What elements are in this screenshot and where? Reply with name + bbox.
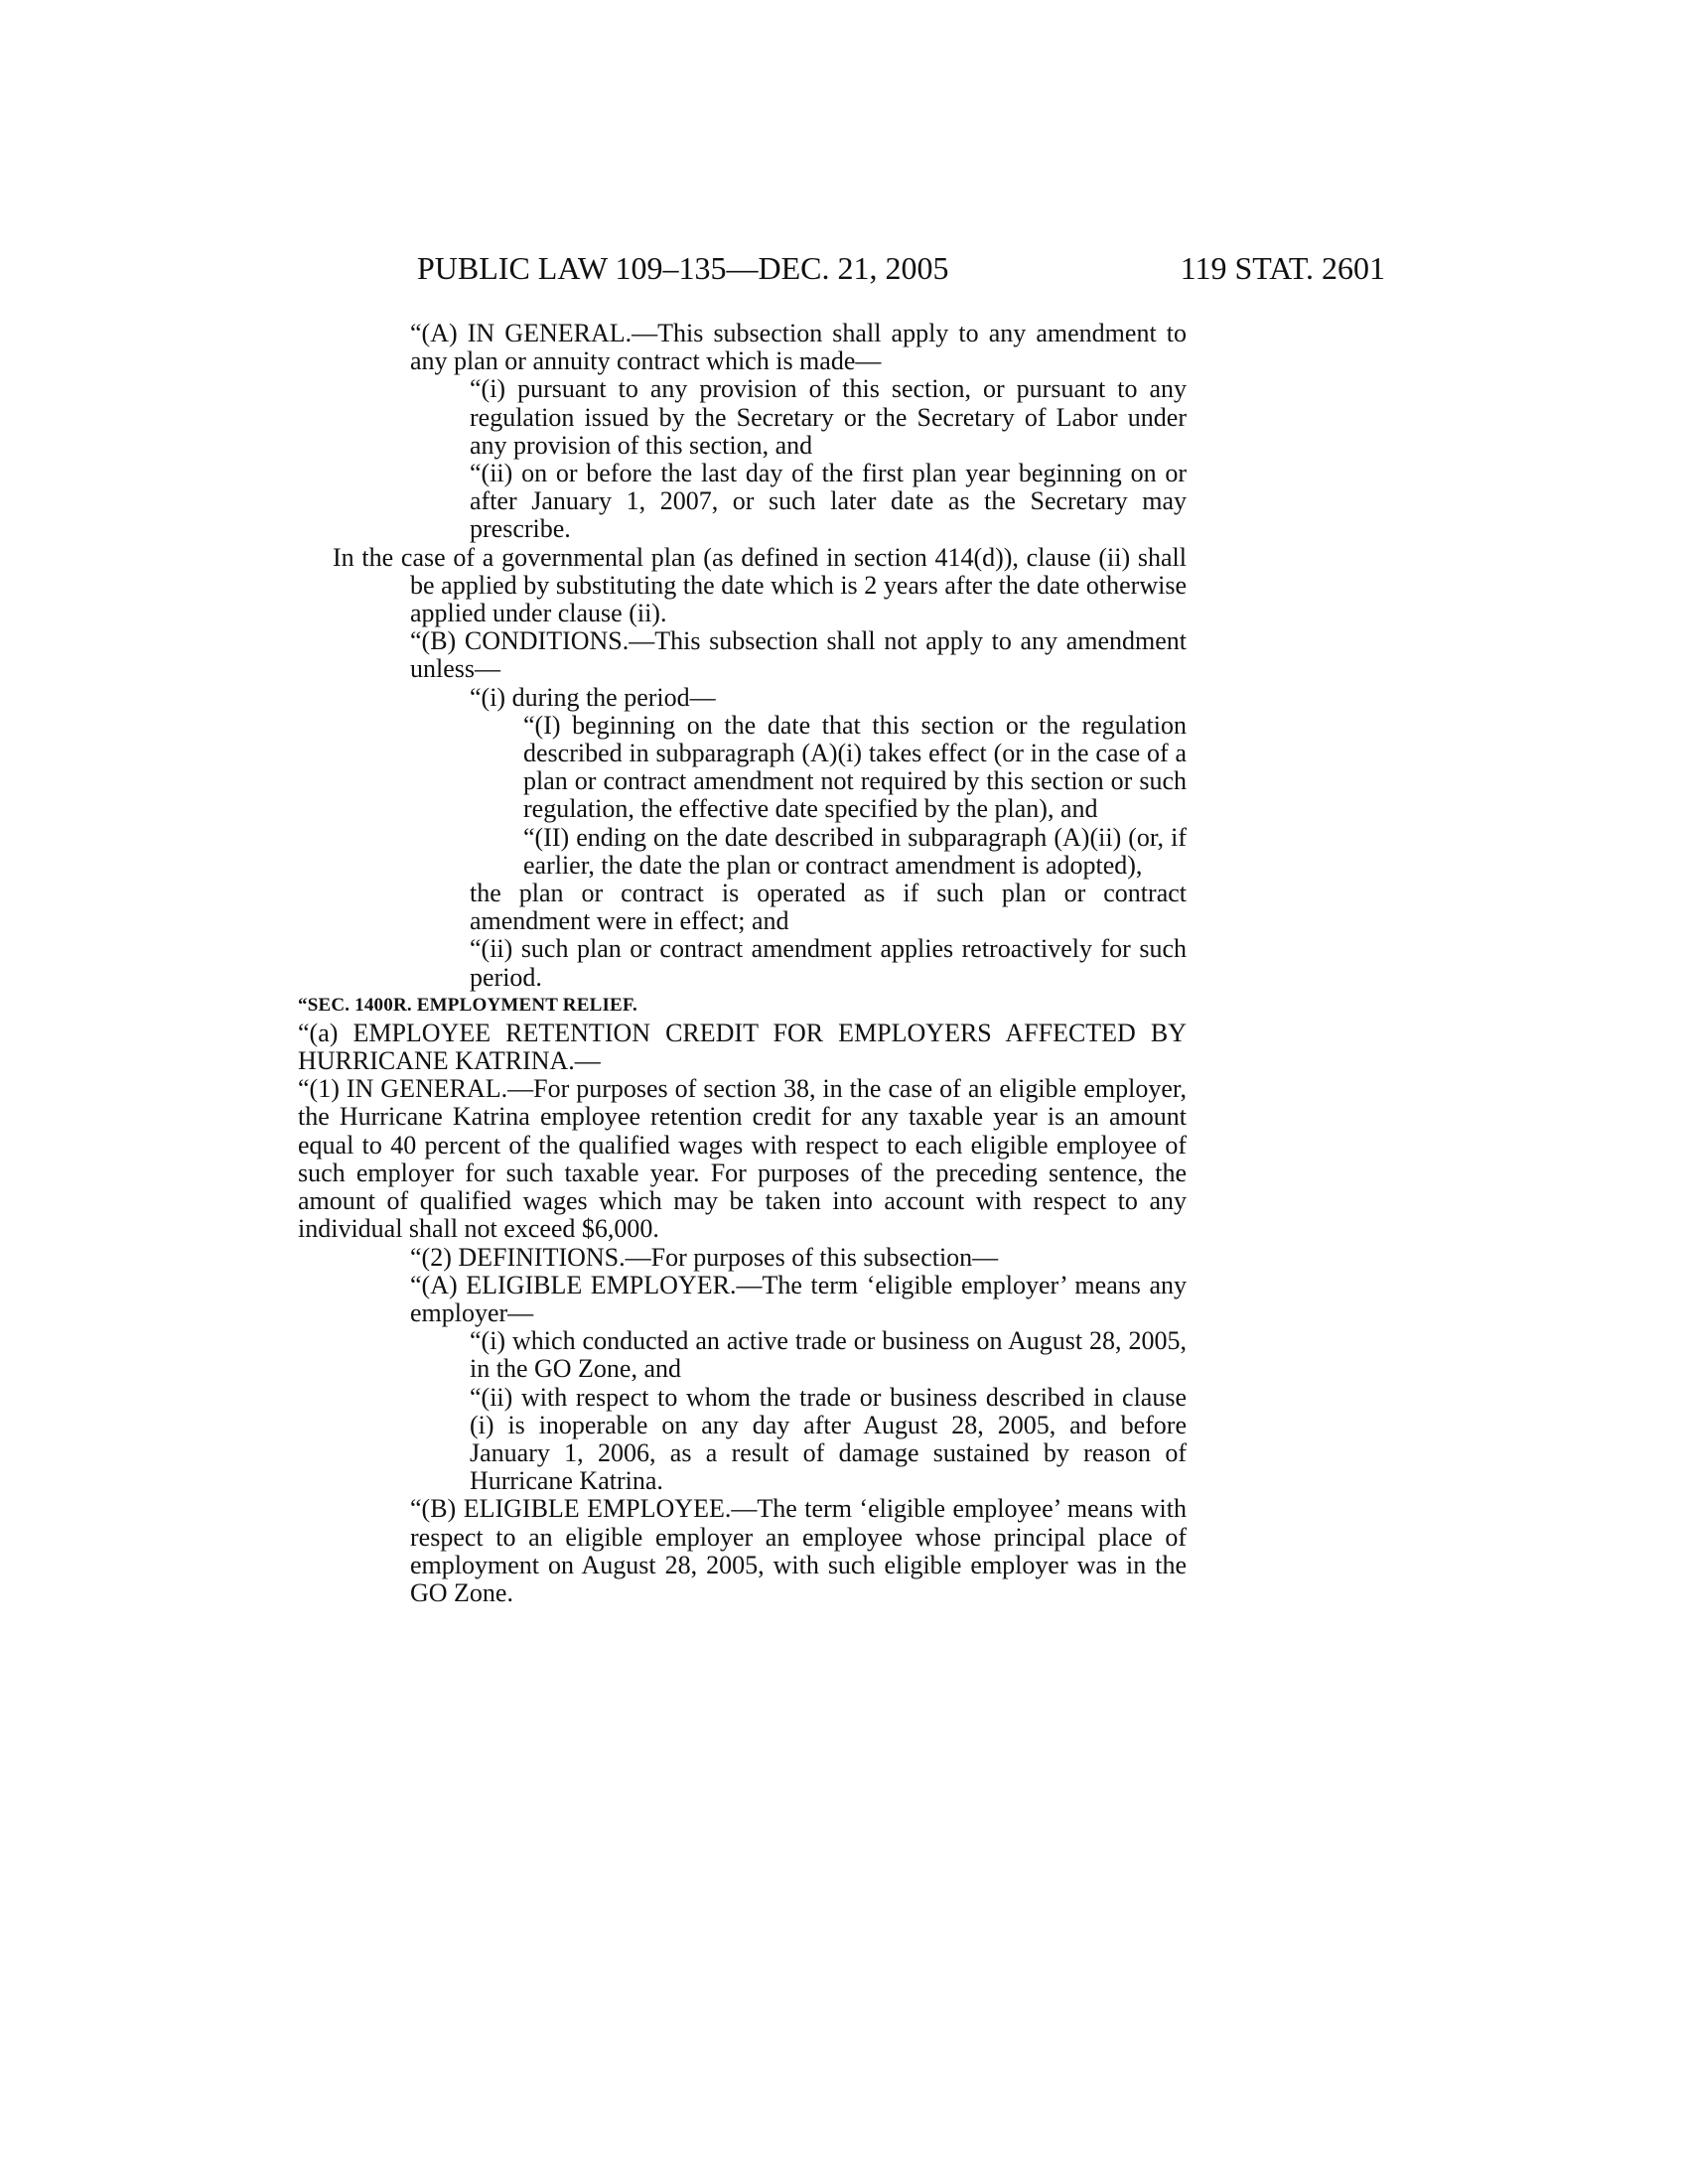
statute-body <box>298 319 1188 1607</box>
statute-page-number: 119 STAT. 2601 <box>1180 250 1385 286</box>
page-header <box>417 248 1385 288</box>
subclause-II-ending: “(II) ending on the date described in subparagraph (A)(ii) (or, if earlier, the date the plan or contract amendment is adopted), <box>523 822 1187 880</box>
governmental-plan-paragraph: In the case of a governmental plan (as defined in section 414(d)), clause (ii) shall be applied by substituting the date which is 2 years after the date otherwise applied under clause (ii). <box>333 542 1187 628</box>
clause-ii-retroactively: “(ii) such plan or contract amendment applies retroactively for such period. <box>470 934 1187 992</box>
subclause-I-beginning: “(I) beginning on the date that this section or the regulation described in subparagraph (A)(i) takes effect (or in the case of a plan or contract amendment not required by this section or such regulation, the effective date specified by the plan), and <box>523 710 1187 824</box>
subparagraph-b-eligible-employee: “(B) ELIGIBLE EMPLOYEE.—The term ‘eligible employee’ means with respect to an eligible employer an employee whose principal place of employment on August 28, 2005, with such eligible employer was in the GO Zone. <box>410 1494 1187 1607</box>
paragraph-1-in-general: “(1) IN GENERAL.—For purposes of section 38, in the case of an eligible employer, the Hurricane Katrina employee retention credit for any taxable year is an amount equal to 40 percent of the qualified wages with respect to each eligible employee of such employer for such taxable year. For purposes of the preceding sentence, the amount of qualified wages which may be taken into account with respect to any individual shall not exceed $6,000. <box>298 1074 1187 1244</box>
clause-i-during-period: “(i) during the period— <box>470 682 716 712</box>
paragraph-a-in-general: “(A) IN GENERAL.—This subsection shall apply to any amendment to any plan or annuity contract which is made— <box>410 319 1187 376</box>
subsection-a-heading: “(a) EMPLOYEE RETENTION CREDIT FOR EMPLOYERS AFFECTED BY HURRICANE KATRINA.— <box>298 1018 1187 1076</box>
paragraph-2-definitions: “(2) DEFINITIONS.—For purposes of this subsection— <box>410 1242 999 1272</box>
clause-ii-inoperable: “(ii) with respect to whom the trade or business described in clause (i) is inoperable on any day after August 28, 2005, and before January 1, 2006, as a result of damage sustained by reason of Hurricane Katrina. <box>470 1382 1187 1496</box>
subparagraph-a-eligible-employer: “(A) ELIGIBLE EMPLOYER.—The term ‘eligible employer’ means any employer— <box>410 1270 1188 1327</box>
clause-ii-on-or-before: “(ii) on or before the last day of the first plan year beginning on or after January 1, 2007, or such later date as the Secretary may prescribe. <box>470 459 1187 544</box>
clause-i-active-trade: “(i) which conducted an active trade or business on August 28, 2005, in the GO Zone, and <box>470 1326 1187 1384</box>
running-head-title: PUBLIC LAW 109–135—DEC. 21, 2005 <box>417 250 949 286</box>
clause-i-pursuant: “(i) pursuant to any provision of this section, or pursuant to any regulation issued by the Secretary or the Secretary of Labor under any provision of this section, and <box>470 374 1187 460</box>
paragraph-b-conditions: “(B) CONDITIONS.—This subsection shall not apply to any amendment unless— <box>410 626 1187 684</box>
section-heading: “SEC. 1400R. EMPLOYMENT RELIEF. <box>298 994 637 1016</box>
plan-operated-paragraph: the plan or contract is operated as if such plan or contract amendment were in effect; and <box>470 879 1187 936</box>
